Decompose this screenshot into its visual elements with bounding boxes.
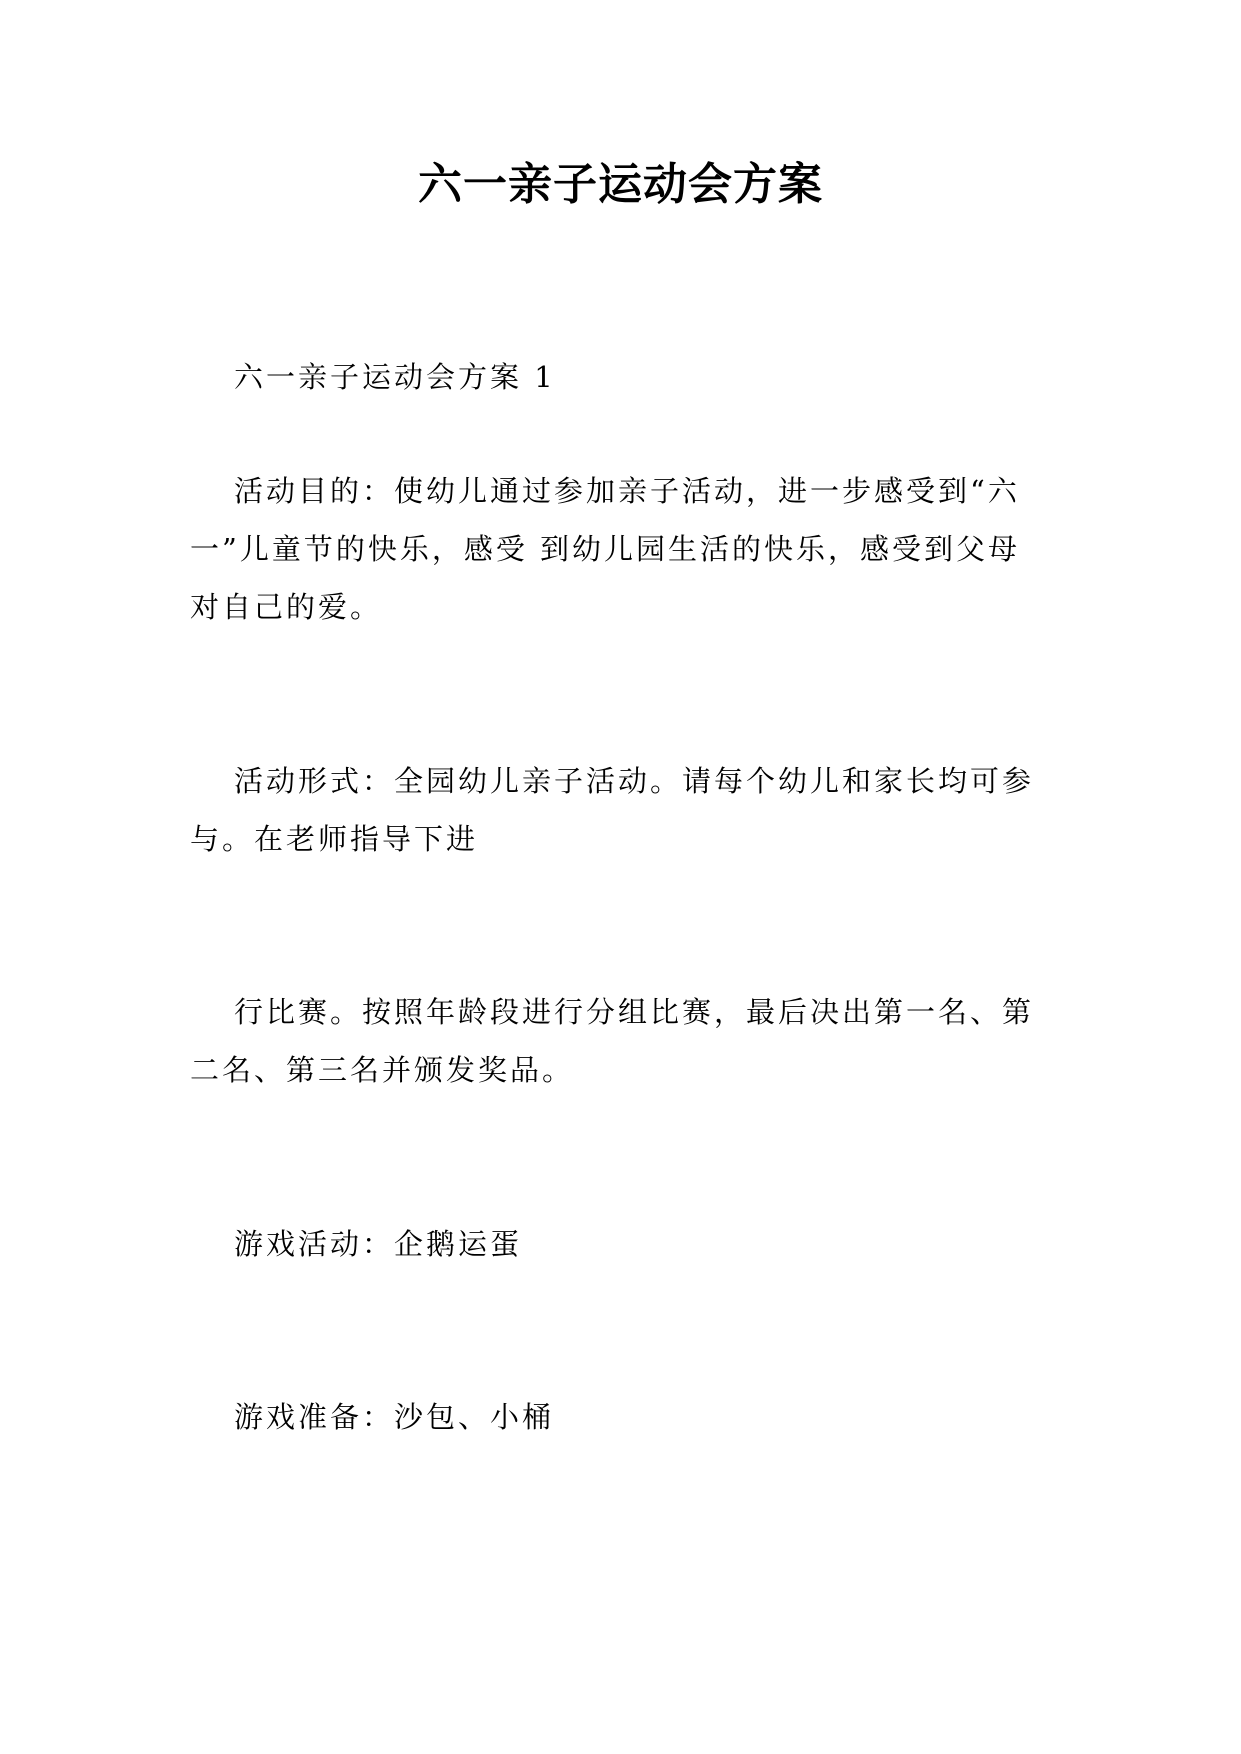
paragraph-activity-form: 活动形式：全园幼儿亲子活动。请每个幼儿和家长均可参与。在老师指导下进 [190,764,1035,856]
document-title: 六一亲子运动会方案 [418,159,823,210]
paragraph-game-preparation: 游戏准备：沙包、小桶 [234,1400,555,1434]
paragraph-activity-form-continued: 行比赛。按照年龄段进行分组比赛，最后决出第一名、第二名、第三名并颁发奖品。 [190,995,1035,1087]
paragraph-activity-purpose: 活动目的：使幼儿通过参加亲子活动，进一步感受到“六一”儿童节的快乐，感受 到幼儿园生活的快乐，感受到父母对自己的爱。 [190,474,1021,624]
section-heading: 六一亲子运动会方案 1 [234,360,556,394]
paragraph-game-activity: 游戏活动：企鹅运蛋 [234,1227,523,1261]
